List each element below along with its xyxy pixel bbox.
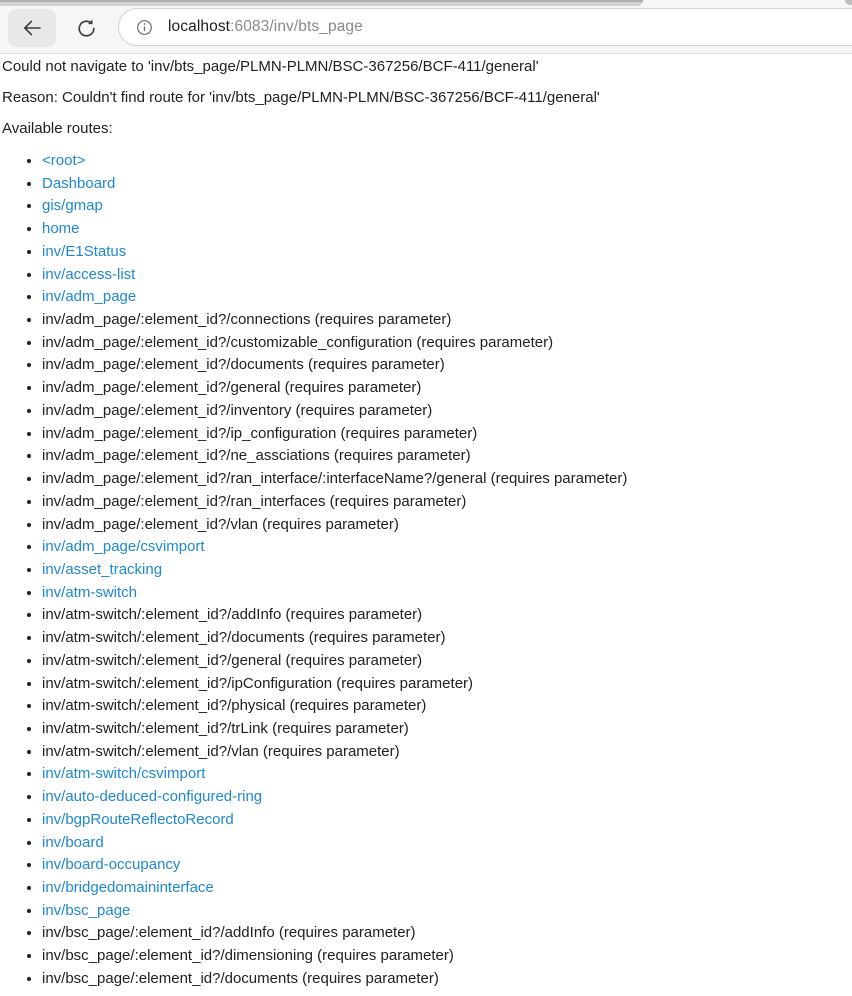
route-item: [42, 650, 842, 673]
route-text: inv/bsc_page/:element_id?/documents (requires parameter): [42, 969, 439, 987]
back-button[interactable]: [8, 9, 56, 47]
route-text: inv/atm-switch/:element_id?/ipConfiguration (requires parameter): [42, 674, 474, 692]
route-link[interactable]: inv/asset_tracking: [42, 560, 163, 578]
route-item: [42, 423, 842, 446]
route-text: inv/bsc_page/:element_id?/addInfo (requires parameter): [42, 924, 416, 942]
route-text: inv/adm_page/:element_id?/customizable_configuration (requires parameter): [42, 333, 554, 351]
route-text: inv/adm_page/:element_id?/connections (requires parameter): [42, 311, 452, 329]
route-item: [42, 491, 842, 514]
route-item: [42, 264, 842, 287]
route-item: [42, 559, 842, 582]
route-item: [42, 332, 842, 355]
route-item: [42, 718, 842, 741]
route-link[interactable]: gis/gmap: [42, 197, 103, 215]
route-link[interactable]: inv/access-list: [42, 265, 136, 283]
route-item: [42, 377, 842, 400]
route-link[interactable]: inv/adm_page: [42, 288, 137, 306]
route-item: [42, 786, 842, 809]
route-item: [42, 922, 842, 945]
routes-list: [2, 150, 842, 991]
route-item: [42, 741, 842, 764]
route-item: [42, 673, 842, 696]
route-item: [42, 195, 842, 218]
route-item: [42, 763, 842, 786]
page-content: [0, 54, 852, 991]
route-link[interactable]: inv/bgpRouteReflectoRecord: [42, 810, 234, 828]
arrow-left-icon: [20, 16, 44, 40]
route-link[interactable]: inv/atm-switch: [42, 583, 138, 601]
route-item: [42, 854, 842, 877]
route-item: [42, 536, 842, 559]
route-link[interactable]: inv/E1Status: [42, 242, 127, 260]
route-text: inv/adm_page/:element_id?/inventory (requires parameter): [42, 401, 433, 419]
route-text: inv/adm_page/:element_id?/documents (requires parameter): [42, 356, 445, 374]
route-item: [42, 241, 842, 264]
route-text: inv/adm_page/:element_id?/ran_interfaces (requires parameter): [42, 492, 467, 510]
url-path: :6083/inv/bts_page: [230, 18, 363, 35]
route-text: inv/adm_page/:element_id?/general (requires parameter): [42, 379, 422, 397]
route-item: [42, 400, 842, 423]
route-text: inv/adm_page/:element_id?/ip_configuration (requires parameter): [42, 424, 478, 442]
error-reason: Reason: Couldn't find route for 'inv/bts_page/PLMN-PLMN/BSC-367256/BCF-411/general': [2, 89, 600, 106]
reload-icon: [75, 17, 98, 40]
route-link[interactable]: inv/board-occupancy: [42, 856, 181, 874]
route-item: [42, 809, 842, 832]
route-text: inv/adm_page/:element_id?/vlan (requires parameter): [42, 515, 399, 533]
route-item: [42, 173, 842, 196]
route-text: inv/atm-switch/:element_id?/documents (requires parameter): [42, 629, 446, 647]
route-item: [42, 582, 842, 605]
route-text: inv/atm-switch/:element_id?/physical (requires parameter): [42, 697, 427, 715]
route-link[interactable]: inv/bridgedomaininterface: [42, 879, 214, 896]
route-item: [42, 445, 842, 468]
route-item: [42, 354, 842, 377]
route-item: [42, 604, 842, 627]
route-item: [42, 945, 842, 968]
info-circle-icon[interactable]: [135, 18, 154, 37]
route-item: [42, 150, 842, 173]
route-text: inv/atm-switch/:element_id?/trLink (requires parameter): [42, 719, 409, 737]
route-text: inv/adm_page/:element_id?/ne_assciations (requires parameter): [42, 447, 471, 465]
routes-heading: Available routes:: [2, 120, 113, 137]
route-text: inv/atm-switch/:element_id?/addInfo (requires parameter): [42, 606, 423, 624]
route-text: inv/atm-switch/:element_id?/general (requires parameter): [42, 651, 423, 669]
route-item: [42, 900, 842, 923]
route-link[interactable]: inv/atm-switch/csvimport: [42, 765, 206, 783]
route-text: inv/adm_page/:element_id?/ran_interface/:interfaceName?/general (requires parameter): [42, 470, 628, 488]
route-text: inv/bsc_page/:element_id?/dimensioning (requires parameter): [42, 947, 454, 965]
route-item: [42, 695, 842, 718]
route-item: [42, 968, 842, 991]
route-item: [42, 877, 842, 900]
route-link[interactable]: home: [42, 220, 80, 238]
route-link[interactable]: inv/board: [42, 833, 104, 851]
route-item: [42, 309, 842, 332]
route-link[interactable]: <root>: [42, 152, 86, 169]
route-link[interactable]: inv/auto-deduced-configured-ring: [42, 788, 263, 806]
route-item: [42, 468, 842, 491]
tab-strip: [0, 0, 643, 6]
route-item: [42, 832, 842, 855]
route-item: [42, 627, 842, 650]
route-link[interactable]: inv/adm_page/csvimport: [42, 538, 205, 556]
address-bar[interactable]: [118, 8, 852, 46]
route-item: [42, 514, 842, 537]
refresh-button[interactable]: [66, 9, 106, 47]
route-link[interactable]: inv/bsc_page: [42, 901, 131, 919]
route-text: inv/atm-switch/:element_id?/vlan (requires parameter): [42, 742, 400, 760]
route-item: [42, 218, 842, 241]
route-link[interactable]: Dashboard: [42, 174, 116, 192]
route-item: [42, 286, 842, 309]
tab-strip-corner: [845, 0, 852, 5]
url-host: localhost: [168, 18, 231, 35]
browser-toolbar: [0, 0, 852, 54]
error-message: Could not navigate to 'inv/bts_page/PLMN-PLMN/BSC-367256/BCF-411/general': [2, 58, 539, 75]
url-text: [168, 18, 363, 36]
